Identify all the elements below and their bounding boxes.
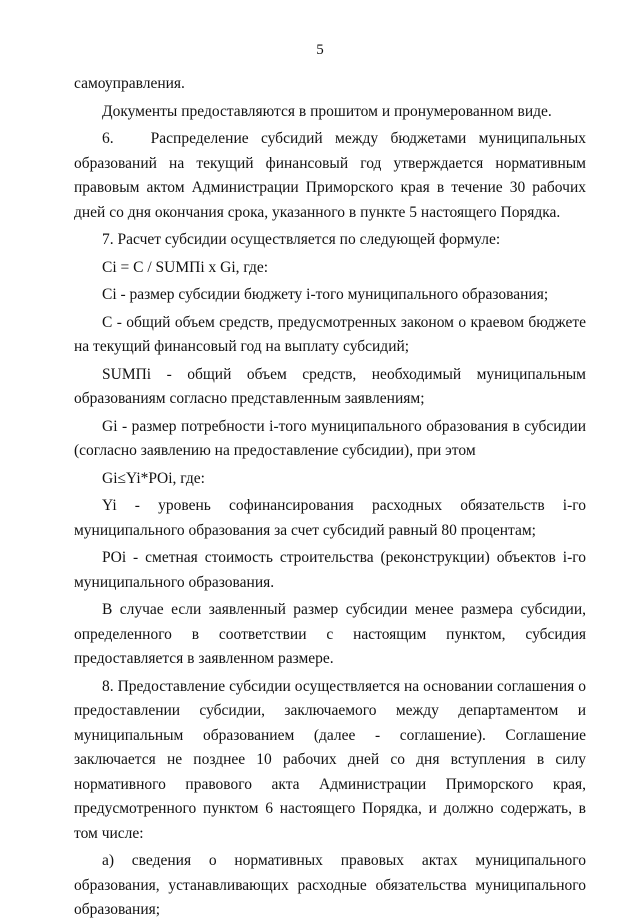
paragraph-continuation: самоуправления. <box>74 75 185 92</box>
formula-line: Ci = C / SUMПi x Gi, где: <box>102 258 269 276</box>
paragraph-clause-7: 7. Расчет субсидии осуществляется по следующей формуле: <box>102 231 501 248</box>
formula-def-sum: SUMПi - общий объем средств, необходимый муниципальным образованиям согласно представленным заявлениям; <box>74 365 586 407</box>
paragraph-clause-6: 6. Распределение субсидий между бюджетами муниципальных образований на текущий финансовый год утверждается нормативным правовым актом Администрации Приморского края в течение 30 рабочих дней со дня окончания срока, указанного в пункте 5 настоящего Порядка. <box>74 130 586 221</box>
formula-def-c: C - общий объем средств, предусмотренных законом о краевом бюджете на текущий финансовый год на выплату субсидий; <box>74 313 586 355</box>
formula-constraint: Gi≤Yi*POi, где: <box>102 469 205 487</box>
paragraph-documents: Документы предоставляются в прошитом и пронумерованном виде. <box>102 102 552 120</box>
paragraph-declared-amount: В случае если заявленный размер субсидии менее размера субсидии, определенного в соответствии с настоящим пунктом, субсидия предоставляется в заявленном размере. <box>74 601 586 667</box>
formula-def-yi: Yi - уровень софинансирования расходных обязательств i-го муниципального образования за счет субсидий равный 80 процентам; <box>74 497 586 539</box>
formula-def-gi: Gi - размер потребности i-того муниципального образования в субсидии (согласно заявлению на предоставление субсидии), при этом <box>74 417 586 459</box>
document-body <box>74 72 586 923</box>
formula-def-poi: POi - сметная стоимость строительства (реконструкции) объектов i-го муниципального образования. <box>74 549 586 591</box>
formula-def-ci: Ci - размер субсидии бюджету i-того муниципального образования; <box>102 286 549 303</box>
paragraph-clause-8: 8. Предоставление субсидии осуществляется на основании соглашения о предоставлении субсидии, заключаемого между департаментом и муниципальным образованием (далее - соглашение). Соглашение заключается не позднее 10 рабочих дней со дня вступления в силу нормативного правового акта Администрации Приморского края, предусмотренного пунктом 6 настоящего Порядка, и должно содержать, в том числе: <box>74 677 586 842</box>
paragraph-item-a: а) сведения о нормативных правовых актах муниципального образования, устанавливающих расходные обязательства муниципального образования; <box>74 852 586 918</box>
page-number: 5 <box>316 42 324 58</box>
